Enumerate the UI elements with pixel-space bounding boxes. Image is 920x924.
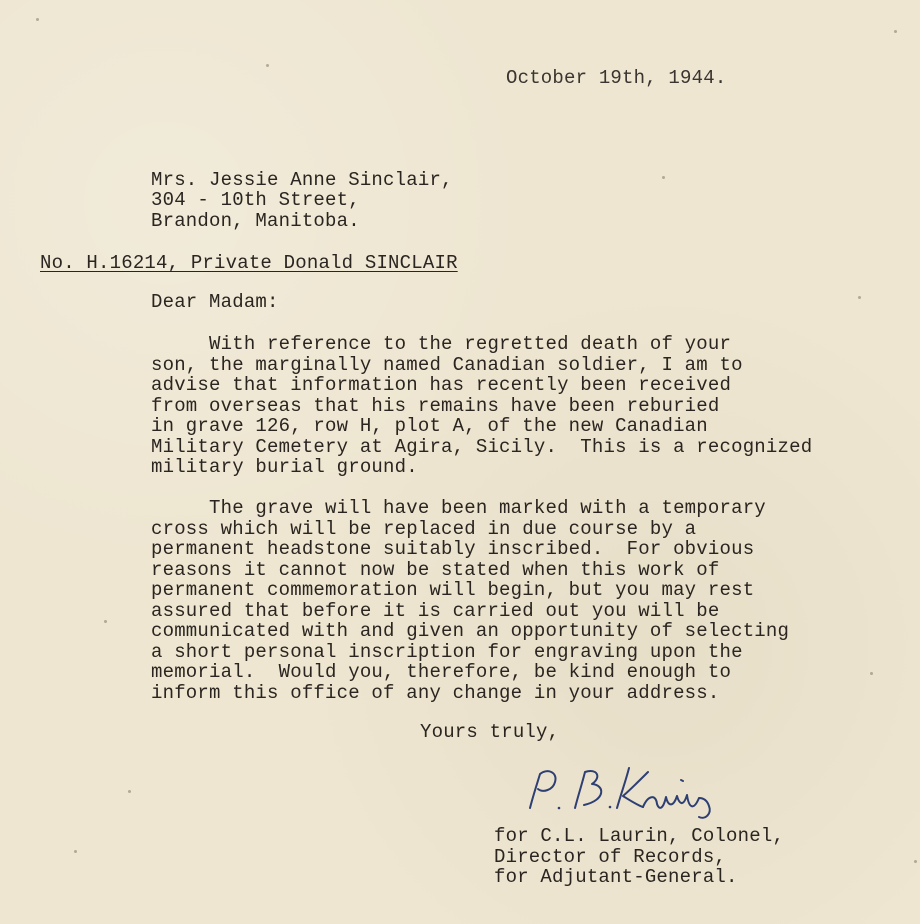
paragraph-2-line: assured that before it is carried out you will be bbox=[151, 599, 720, 622]
paper-speck bbox=[894, 30, 897, 33]
paper-speck bbox=[858, 296, 861, 299]
letter-date: October 19th, 1944. bbox=[506, 67, 727, 89]
recipient-name: Mrs. Jessie Anne Sinclair, bbox=[151, 169, 453, 191]
paper-speck bbox=[914, 860, 917, 863]
paper-speck bbox=[104, 620, 107, 623]
paragraph-2-line: a short personal inscription for engraving upon the bbox=[151, 640, 743, 663]
signature-line: for Adjutant-General. bbox=[494, 866, 738, 888]
paragraph-2-line: reasons it cannot now be stated when this work of bbox=[151, 558, 720, 581]
paragraph-2-line: The grave will have been marked with a temporary bbox=[151, 497, 766, 519]
signature-line: Director of Records, bbox=[494, 846, 727, 868]
handwritten-signature bbox=[515, 762, 725, 822]
paragraph-2-line: memorial. Would you, therefore, be kind enough to bbox=[151, 661, 732, 683]
paragraph-1-line: military burial ground. bbox=[151, 456, 418, 478]
recipient-street: 304 - 10th Street, bbox=[151, 189, 360, 211]
paragraph-1-line: son, the marginally named Canadian soldier, I am to bbox=[151, 353, 743, 376]
salutation: Dear Madam: bbox=[151, 291, 279, 313]
paragraph-2-line: cross which will be replaced in due course by a bbox=[151, 517, 697, 540]
paragraph-1-line: advise that information has recently been received bbox=[151, 374, 732, 396]
paragraph-2-line: permanent commemoration will begin, but you may rest bbox=[151, 579, 755, 601]
subject-line: No. H.16214, Private Donald SINCLAIR bbox=[40, 252, 458, 274]
paragraph-1-line: in grave 126, row H, plot A, of the new Canadian bbox=[151, 415, 708, 437]
recipient-city: Brandon, Manitoba. bbox=[151, 210, 360, 232]
paper-speck bbox=[128, 790, 131, 793]
signature-line: for C.L. Laurin, Colonel, bbox=[494, 825, 785, 847]
paragraph-1-line: from overseas that his remains have been reburied bbox=[151, 394, 720, 417]
paper-speck bbox=[662, 176, 665, 179]
paragraph-2-line: inform this office of any change in your address. bbox=[151, 681, 720, 704]
closing: Yours truly, bbox=[420, 721, 560, 743]
paper-speck bbox=[266, 64, 269, 67]
paragraph-2-line: communicated with and given an opportunity of selecting bbox=[151, 620, 790, 642]
paper-speck bbox=[74, 850, 77, 853]
paper-speck bbox=[870, 672, 873, 675]
paragraph-1-line: With reference to the regretted death of your bbox=[151, 333, 732, 355]
paragraph-1-line: Military Cemetery at Agira, Sicily. This is a recognized bbox=[151, 435, 813, 458]
paper-speck bbox=[36, 18, 39, 21]
paragraph-2-line: permanent headstone suitably inscribed. For obvious bbox=[151, 538, 755, 560]
